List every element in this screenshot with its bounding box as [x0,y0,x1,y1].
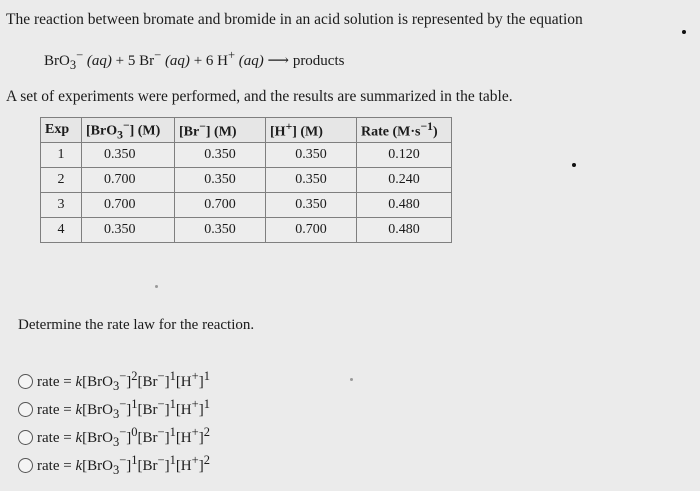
option-text: rate = $k[BrO_3^-]^0[Br^-]^1[H^+]^2$ [37,425,210,449]
option-text: rate = $k[BrO_3^-]^2[Br^-]^1[H^+]^1$ [37,369,210,393]
reaction-arrow: ⟶ [267,53,290,69]
answer-option-4[interactable] [18,453,210,478]
question-prompt: Determine the rate law for the reaction. [18,317,255,333]
radio-button[interactable] [18,374,33,389]
cell-rate: 0.480 [357,193,452,218]
answer-option-3[interactable] [18,425,210,450]
experiments-description: A set of experiments were performed, and the results are summarized in the table. [6,88,513,105]
answer-option-1[interactable] [18,369,210,394]
answer-option-2[interactable] [18,397,210,422]
cell-bro3: 0.350 [82,143,175,168]
table-row [41,143,452,168]
radio-button[interactable] [18,430,33,445]
cell-br: 0.350 [175,168,266,193]
cell-exp: 4 [41,218,82,243]
table-header-row [41,118,452,143]
cell-h: 0.700 [266,218,357,243]
header-bro3: [BrO$_3$−] (M) [82,118,175,143]
cell-br: 0.350 [175,218,266,243]
problem-intro: The reaction between bromate and bromide in an acid solution is represented by the equation [6,11,583,28]
radio-button[interactable] [18,402,33,417]
cell-exp: 3 [41,193,82,218]
cell-h: 0.350 [266,143,357,168]
stray-mark [350,378,353,381]
option-text: rate = $k[BrO_3^-]^1[Br^-]^1[H^+]^2$ [37,453,210,477]
cell-exp: 1 [41,143,82,168]
stray-dot [572,163,576,167]
cell-h: 0.350 [266,193,357,218]
cell-bro3: 0.700 [82,168,175,193]
cell-rate: 0.480 [357,218,452,243]
stray-mark [155,285,158,288]
cell-br: 0.350 [175,143,266,168]
cell-br: 0.700 [175,193,266,218]
reaction-equation: BrO$_3$− (aq) + 5 Br− (aq) + 6 H+ (aq) ⟶ products [44,48,345,72]
cell-rate: 0.120 [357,143,452,168]
table-row [41,193,452,218]
experiment-data-table [40,117,452,243]
table-row [41,218,452,243]
option-text: rate = $k[BrO_3^-]^1[Br^-]^1[H^+]^1$ [37,397,210,421]
radio-button[interactable] [18,458,33,473]
cell-h: 0.350 [266,168,357,193]
header-exp: Exp [41,118,82,143]
stray-dot [682,30,686,34]
cell-bro3: 0.700 [82,193,175,218]
cell-bro3: 0.350 [82,218,175,243]
header-h: [H+] (M) [266,118,357,143]
header-rate: Rate $(M\cdot s^{-1})$ [357,118,452,143]
table-row [41,168,452,193]
header-br: [Br−] (M) [175,118,266,143]
cell-rate: 0.240 [357,168,452,193]
cell-exp: 2 [41,168,82,193]
